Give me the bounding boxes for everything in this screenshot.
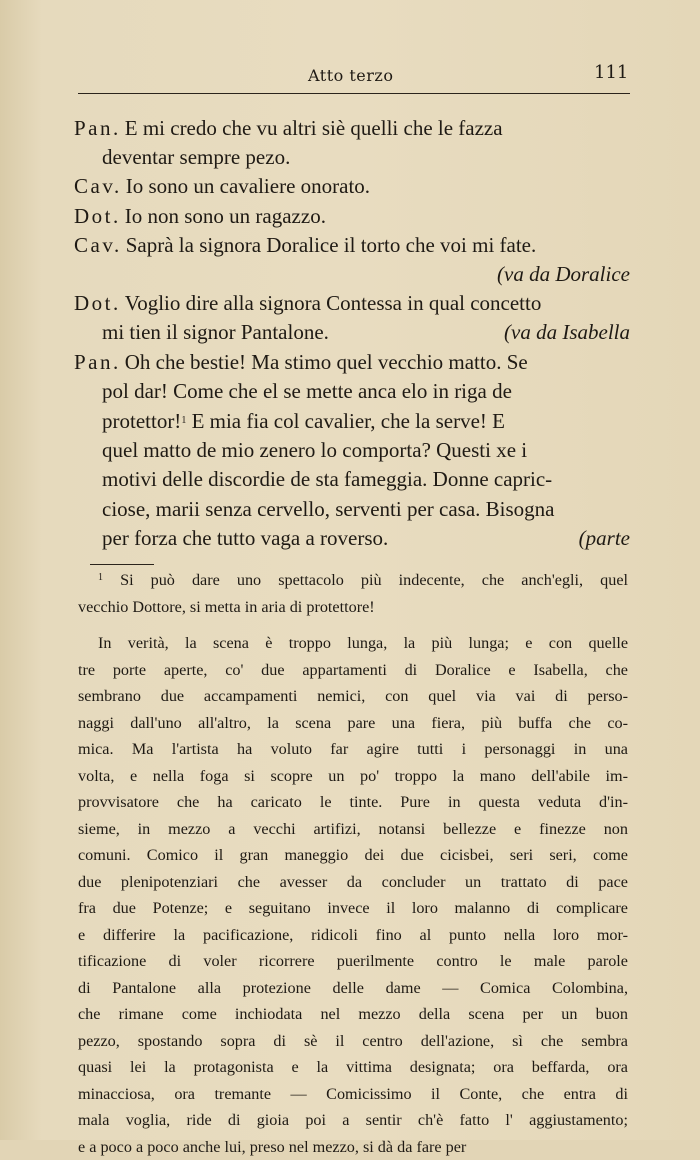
commentary-line: comuni. Comico il gran maneggio dei due cicisbei, seri seri, come <box>78 842 628 869</box>
commentary-line: sieme, in mezzo a vecchi artifizi, notansi bellezze e finezze non <box>78 816 628 843</box>
speech-cavaliere-1 <box>74 172 630 201</box>
footnote-commentary <box>78 630 628 1160</box>
speech-dottore-1 <box>74 202 630 231</box>
commentary-line: mala voglia, ride di gioia poi a sentir ch'è fatto l' aggiustamento; <box>78 1107 628 1134</box>
dialogue-block <box>74 114 630 553</box>
page-header <box>0 60 700 90</box>
commentary-line: e differire la pacificazione, ridicoli fino al punto nella loro mor- <box>78 922 628 949</box>
speaker-label: Pan. <box>74 350 121 374</box>
commentary-line: quasi lei la protagonista e la vittima designata; ora beffarda, ora <box>78 1054 628 1081</box>
speaker-label: Pan. <box>74 116 121 140</box>
commentary-line: pezzo, spostando sopra di sè il centro dell'azione, sì che sembra <box>78 1028 628 1055</box>
speaker-label: Dot. <box>74 204 121 228</box>
stage-direction: (parte <box>579 524 630 553</box>
commentary-line: In verità, la scena è troppo lunga, la più lunga; e con quelle <box>78 630 628 657</box>
commentary-line: due plenipotenziari che avesser da concluder un trattato di pace <box>78 869 628 896</box>
dialogue-line <box>74 114 630 143</box>
commentary-line: minacciosa, ora tremante — Comicissimo il Conte, che entra di <box>78 1081 628 1108</box>
speech-pantalone-2 <box>74 348 630 553</box>
commentary-line: tre porte aperte, co' due appartamenti di Doralice e Isabella, che <box>78 657 628 684</box>
commentary-line: fra due Potenze; e seguitano invece il loro malanno di complicare <box>78 895 628 922</box>
speaker-label: Cav. <box>74 174 122 198</box>
commentary-line: e a poco a poco anche lui, preso nel mezzo, si dà da fare per <box>78 1134 628 1160</box>
speech-dottore-2 <box>74 289 630 347</box>
line-text: E mia fia col cavalier, che la serve! E <box>192 409 505 433</box>
footnote-ref[interactable]: 1 <box>181 415 186 426</box>
header-rule <box>78 93 630 94</box>
commentary-line: volta, e nella foga si scopre un po' troppo la mano dell'abile im- <box>78 763 628 790</box>
stage-direction: (va da Isabella <box>504 318 630 347</box>
dialogue-line: quel matto de mio zenero lo comporta? Questi xe i <box>74 436 630 465</box>
speech-cavaliere-2 <box>74 231 630 289</box>
stage-direction: (va da Doralice <box>497 262 630 286</box>
dialogue-line: motivi delle discordie de sta fameggia. Donne capric- <box>74 465 630 494</box>
line-text: Oh che bestie! Ma stimo quel vecchio matto. Se <box>125 350 528 374</box>
commentary-line: sembrano due accampamenti nemici, con quel via vai di perso- <box>78 683 628 710</box>
commentary-line: che rimane come inchiodata nel mezzo della scena per un buon <box>78 1001 628 1028</box>
line-text: mi tien il signor Pantalone. <box>102 318 329 347</box>
speech-pantalone-1 <box>74 114 630 172</box>
running-title: Atto terzo <box>308 66 393 85</box>
line-text: Io sono un cavaliere onorato. <box>126 174 370 198</box>
line-text: Saprà la signora Doralice il torto che voi mi fate. <box>126 233 537 257</box>
speaker-label: Dot. <box>74 291 121 315</box>
line-text: protettor! <box>102 409 181 433</box>
line-text: per forza che tutto vaga a roverso. <box>102 524 388 553</box>
dialogue-line: ciose, marii senza cervello, serventi per casa. Bisogna <box>74 495 630 524</box>
footnote-line: vecchio Dottore, si metta in aria di protettore! <box>78 594 628 621</box>
commentary-line: naggi dall'uno all'altro, la scena pare una fiera, più buffa che co- <box>78 710 628 737</box>
commentary-line: provvisatore che ha caricato le tinte. Pure in questa veduta d'in- <box>78 789 628 816</box>
dialogue-line: pol dar! Come che el se mette anca elo in riga de <box>74 377 630 406</box>
speaker-label: Cav. <box>74 233 122 257</box>
commentary-line: mica. Ma l'artista ha voluto far agire tutti i personaggi in una <box>78 736 628 763</box>
footnote-area <box>78 565 628 1160</box>
footnote-note <box>78 565 628 620</box>
commentary-line: di Pantalone alla protezione delle dame — Comica Colombina, <box>78 975 628 1002</box>
page-number: 111 <box>594 62 628 83</box>
footnote-line: Si può dare uno spettacolo più indecente, che anch'egli, quel <box>120 571 628 589</box>
line-text: Io non sono un ragazzo. <box>125 204 326 228</box>
line-text: E mi credo che vu altri siè quelli che le fazza <box>125 116 503 140</box>
line-text: Voglio dire alla signora Contessa in qual concetto <box>125 291 542 315</box>
commentary-line: tificazione di voler ricorrere puerilmente contro le male parole <box>78 948 628 975</box>
dialogue-line: deventar sempre pezo. <box>74 143 630 172</box>
footnote-marker: 1 <box>98 572 103 583</box>
